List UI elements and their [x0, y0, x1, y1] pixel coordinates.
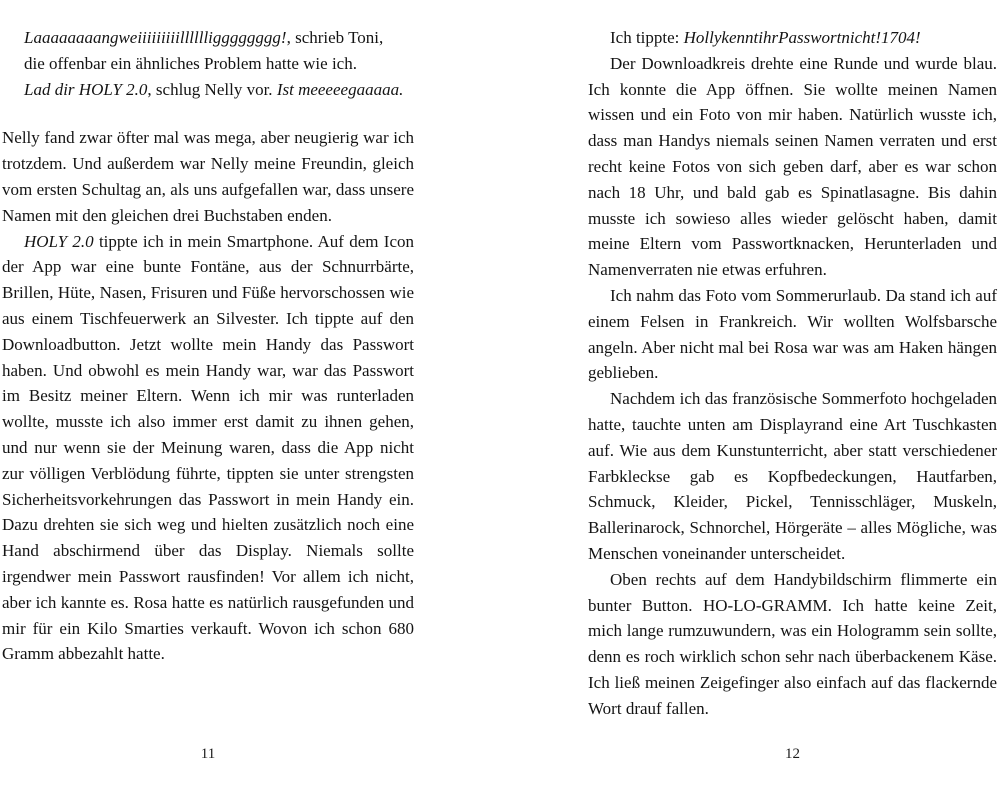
- text-run: Ich tippte:: [610, 28, 684, 47]
- quote-block: [24, 25, 414, 102]
- page-right: [588, 0, 997, 800]
- text-run-italic: HollykenntihrPasswortnicht!1704!: [683, 28, 921, 47]
- page-number-left: 11: [200, 746, 216, 762]
- paragraph: [588, 567, 997, 722]
- text-run: die offenbar ein ähnliches Problem hatte wie ich.: [24, 53, 357, 73]
- text-run-italic: Ist meeeeegaaaaa.: [276, 79, 404, 99]
- page-left: [2, 0, 414, 800]
- text-run: Der Downloadkreis drehte eine Runde und wurde blau. Ich konnte die App öffnen. Sie wollte meinen Namen wissen und ein Foto von mir haben. Natürlich wusste ich, dass man Handys niemals seinen Namen verraten und erst recht keine Fotos von sich geben darf, aber es war schon nach 18 Uhr, und bald gab es Spinatlasagne. Bis dahin musste ich sowieso alles wieder gelöscht haben, damit meine Eltern vom Passwortknacken, Herunterladen und Namenverraten nie etwas erfuhren.: [588, 53, 997, 280]
- text-run-italic: Laaaaaaaangweiiiiiiiiilllllligggggggg!: [24, 28, 287, 47]
- text-run: , schrieb Toni,: [286, 28, 384, 47]
- paragraph: [2, 229, 414, 668]
- text-run: Oben rechts auf dem Handybildschirm flimmerte ein bunter Button. HO-LO-GRAMM. Ich hatte keine Zeit, mich lange rumzuwundern, was ein Hologramm sein sollte, denn es roch wirklich schon sehr nach überbackenem Käse. Ich ließ meinen Zeigefinger also einfach auf das flackernde Wort drauf fallen.: [588, 569, 997, 718]
- paragraph: [588, 386, 997, 567]
- text-run: tippte ich in mein Smartphone. Auf dem Icon der App war eine bunte Fontäne, aus der Schnurrbärte, Brillen, Hüte, Nasen, Frisuren und Füße hervorschossen wie aus einem Tischfeuerwerk an Silvester. Ich tippte auf den Downloadbutton. Jetzt wollte mein Handy das Passwort haben. Und obwohl es mein Handy war, war das Passwort im Besitz meiner Eltern. Wenn ich mir was runterladen wollte, musste ich also immer erst damit zu ihnen gehen, und nur wenn sie der Meinung waren, dass die App nicht zur völligen Verblödung führte, tippten sie unter strengsten Sicherheitsvorkehrungen das Passwort in mein Handy ein. Dazu drehten sie sich weg und hielten zusätzlich noch eine Hand abschirmend über das Display. Niemals sollte irgendwer mein Passwort rausfinden! Vor allem ich nicht, aber ich kannte es. Rosa hatte es natürlich rausgefunden und mir für ein Kilo Smarties verkauft. Wovon ich schon 680 Gramm abbezahlt hatte.: [2, 231, 414, 664]
- paragraph: [588, 283, 997, 386]
- page-left-text: [2, 25, 414, 667]
- text-run: Nachdem ich das französische Sommerfoto hochgeladen hatte, tauchte unten am Displayrand eine Art Tuschkasten auf. Wie aus dem Kunstunterricht, aber statt verschiedener Farbkleckse gab es Kopfbedeckungen, Hautfarben, Schmuck, Kleider, Pickel, Tennisschläger, Muskeln, Ballerinarock, Schnorchel, Hörgeräte – alles Mögliche, was Menschen voneinander unterscheidet.: [588, 389, 997, 563]
- page-number-right: 12: [785, 746, 800, 762]
- quote-line: [24, 51, 414, 77]
- text-run: Nelly fand zwar öfter mal was mega, aber neugierig war ich trotzdem. Und außerdem war Nelly meine Freundin, gleich vom ersten Schultag an, als uns aufgefallen war, dass unsere Namen mit den gleichen drei Buchstaben enden.: [2, 128, 414, 225]
- text-run: Ich nahm das Foto vom Sommerurlaub. Da stand ich auf einem Felsen in Frankreich. Wir wollten Wolfsbarsche angeln. Aber nicht mal bei Rosa war was am Haken hängen geblieben.: [588, 285, 997, 383]
- text-run-italic: HOLY 2.0: [24, 231, 94, 251]
- paragraph: [588, 25, 997, 51]
- page-right-text: [588, 25, 997, 722]
- text-run-italic: Lad dir HOLY 2.0: [24, 79, 148, 99]
- text-run: , schlug Nelly vor.: [147, 79, 277, 99]
- quote-line: [24, 77, 414, 103]
- paragraph: [2, 125, 414, 228]
- quote-line: [24, 25, 414, 51]
- paragraph: [588, 51, 997, 283]
